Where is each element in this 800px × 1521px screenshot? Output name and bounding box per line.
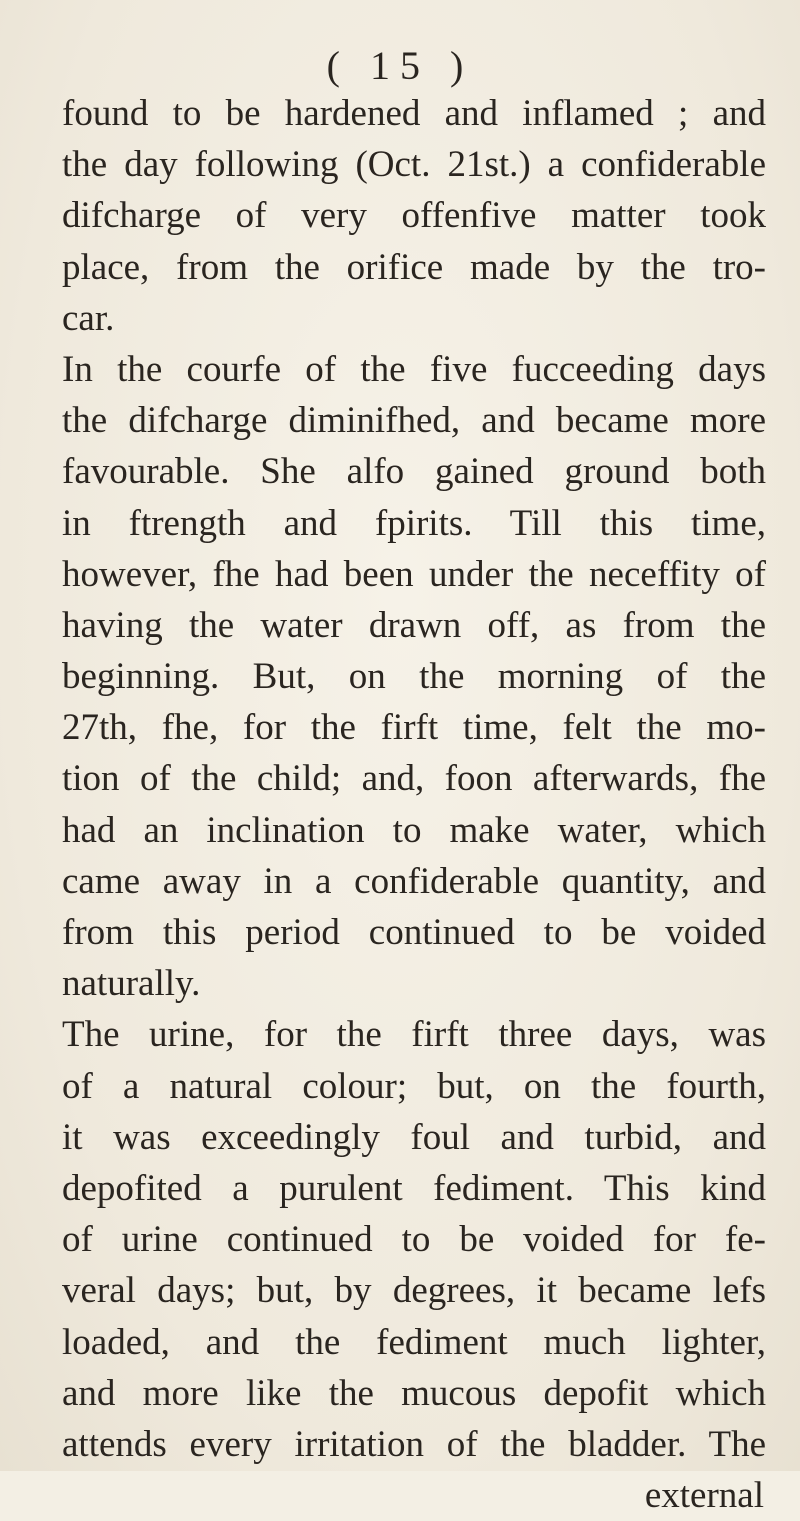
text-line-8: favourable. She alfo gained ground both (62, 451, 766, 493)
text-line-21: it was exceedingly foul and turbid, and (62, 1116, 766, 1158)
text-line-19: The urine, for the firft three days, was (62, 1014, 766, 1056)
text-line-13: 27th, fhe, for the firft time, felt the mo- (62, 707, 766, 749)
text-line-14: tion of the child; and, foon afterwards, fhe (62, 758, 766, 800)
text-line-6: In the courfe of the five fucceeding days (62, 348, 766, 390)
text-line-20: of a natural colour; but, on the fourth, (62, 1065, 766, 1107)
text-line-27: attends every irritation of the bladder. The (62, 1423, 766, 1465)
text-line-5: car. (62, 297, 115, 339)
text-line-3: difcharge of very offenfive matter took (62, 195, 766, 237)
page-body (62, 88, 766, 1521)
text-line-16: came away in a confiderable quantity, and (62, 860, 766, 902)
text-line-15: had an inclination to make water, which (62, 809, 766, 851)
text-line-12: beginning. But, on the morning of the (62, 656, 766, 698)
text-line-25: loaded, and the fediment much lighter, (62, 1321, 766, 1363)
text-line-18: naturally. (62, 963, 201, 1005)
text-line-4: place, from the orifice made by the tro- (62, 246, 766, 288)
text-line-23: of urine continued to be voided for fe- (62, 1219, 766, 1261)
text-line-10: however, fhe had been under the neceffity of (62, 553, 766, 595)
text-line-11: having the water drawn off, as from the (62, 604, 766, 646)
page-number-header: ( 15 ) (326, 43, 474, 88)
text-line-22: depofited a purulent fediment. This kind (62, 1167, 766, 1209)
text-line-1: found to be hardened and inflamed ; and (62, 93, 766, 134)
text-line-9: in ftrength and fpirits. Till this time, (62, 502, 766, 544)
catchword: external (644, 1475, 764, 1517)
text-line-2: the day following (Oct. 21st.) a confiderable (62, 144, 766, 186)
text-line-7: the difcharge diminifhed, and became more (62, 400, 766, 442)
text-line-17: from this period continued to be voided (62, 912, 766, 953)
text-line-26: and more like the mucous depofit which (62, 1372, 766, 1414)
text-line-24: veral days; but, by degrees, it became lefs (62, 1270, 766, 1312)
